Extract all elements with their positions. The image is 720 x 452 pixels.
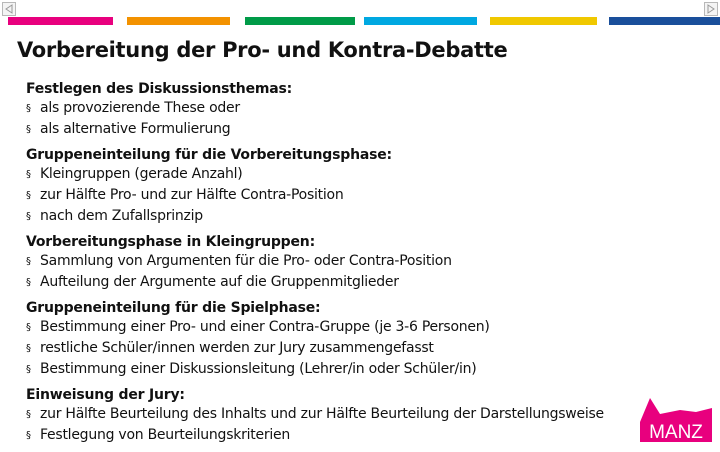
section (26, 80, 666, 140)
slide-content (26, 80, 666, 452)
section (26, 233, 666, 293)
bullet-item (26, 206, 666, 227)
bullet-item (26, 164, 666, 185)
color-bar-cyan (364, 17, 477, 25)
section-bullet-icon: § (26, 124, 31, 135)
section (26, 299, 666, 380)
section-heading: Gruppeneinteilung für die Vorbereitungsphase: (26, 147, 392, 163)
bullet-item-text: nach dem Zufallsprinzip (40, 208, 203, 224)
bullet-item-text: zur Hälfte Pro- und zur Hälfte Contra-Position (40, 187, 344, 203)
manz-logo (636, 398, 714, 442)
bullet-item-text: als provozierende These oder (40, 100, 240, 116)
triangle-left-icon (4, 4, 14, 14)
bullet-item-text: restliche Schüler/innen werden zur Jury zusammengefasst (40, 340, 434, 356)
color-bar-yellow (490, 17, 597, 25)
section-bullet-icon: § (26, 256, 31, 267)
bullet-item (26, 359, 666, 380)
section-heading: Einweisung der Jury: (26, 387, 185, 403)
bullet-item (26, 317, 666, 338)
section-bullet-icon: § (26, 364, 31, 375)
bullet-item-text: Festlegung von Beurteilungskriterien (40, 427, 290, 443)
previous-slide-button[interactable] (2, 2, 16, 16)
section-bullet-icon: § (26, 430, 31, 441)
color-bar-orange (127, 17, 230, 25)
section (26, 146, 666, 227)
color-bar-blue (609, 17, 720, 25)
section-bullet-icon: § (26, 343, 31, 354)
color-bar-magenta (8, 17, 113, 25)
color-bar-green (245, 17, 355, 25)
triangle-right-icon (706, 4, 716, 14)
section (26, 386, 666, 446)
section-bullet-icon: § (26, 277, 31, 288)
bullet-item (26, 119, 666, 140)
bullet-item (26, 185, 666, 206)
slide-title: Vorbereitung der Pro- und Kontra-Debatte (17, 38, 508, 62)
bullet-item-text: Bestimmung einer Diskussionsleitung (Lehrer/in oder Schüler/in) (40, 361, 477, 377)
bullet-item-text: als alternative Formulierung (40, 121, 231, 137)
section-bullet-icon: § (26, 169, 31, 180)
bullet-item (26, 338, 666, 359)
bullet-item (26, 404, 666, 425)
bullet-item-text: Kleingruppen (gerade Anzahl) (40, 166, 243, 182)
section-bullet-icon: § (26, 322, 31, 333)
section-heading: Vorbereitungsphase in Kleingruppen: (26, 234, 315, 250)
bullet-item-text: Bestimmung einer Pro- und einer Contra-Gruppe (je 3-6 Personen) (40, 319, 490, 335)
next-slide-button[interactable] (704, 2, 718, 16)
section-bullet-icon: § (26, 190, 31, 201)
bullet-item-text: zur Hälfte Beurteilung des Inhalts und zur Hälfte Beurteilung der Darstellungsweise (40, 406, 604, 422)
section-bullet-icon: § (26, 211, 31, 222)
bullet-item-text: Sammlung von Argumenten für die Pro- oder Contra-Position (40, 253, 452, 269)
bullet-item (26, 272, 666, 293)
bullet-item (26, 98, 666, 119)
section-bullet-icon: § (26, 103, 31, 114)
section-heading: Gruppeneinteilung für die Spielphase: (26, 300, 321, 316)
logo-text: MANZ (649, 422, 703, 442)
bullet-item (26, 425, 666, 446)
bullet-item-text: Aufteilung der Argumente auf die Gruppenmitglieder (40, 274, 399, 290)
bullet-item (26, 251, 666, 272)
section-heading: Festlegen des Diskussionsthemas: (26, 81, 293, 97)
section-bullet-icon: § (26, 409, 31, 420)
